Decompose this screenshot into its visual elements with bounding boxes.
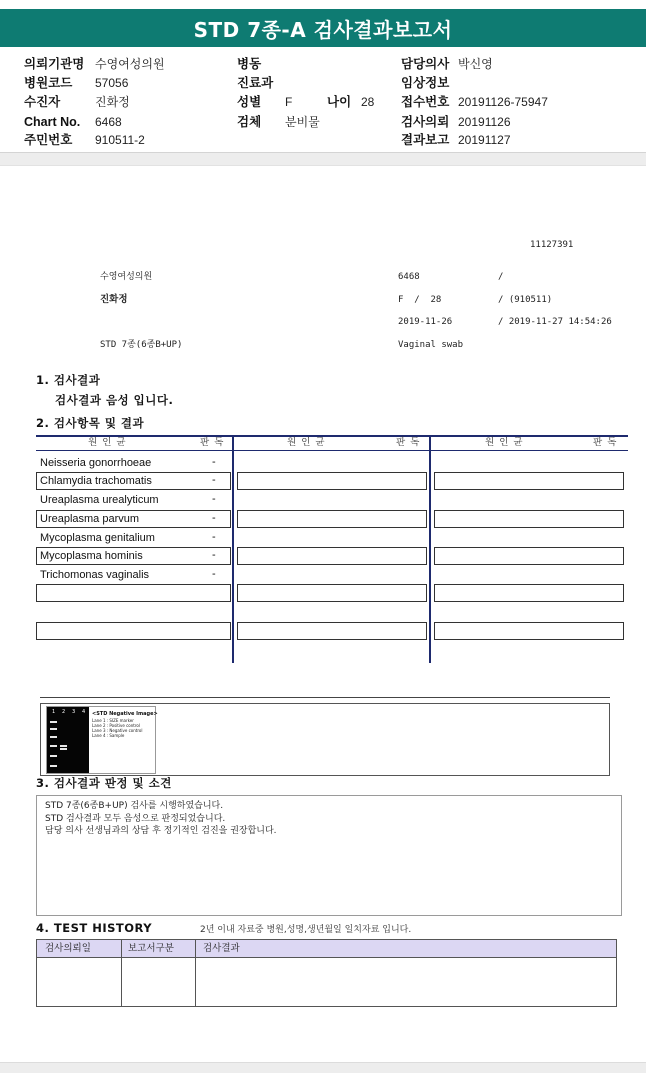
request-date-label: 검사의뢰 <box>401 115 450 129</box>
result-summary: 검사결과 음성 입니다. <box>55 393 174 407</box>
lane-number: 2 <box>62 709 66 715</box>
history-column-rule <box>121 940 122 1006</box>
doctor-label: 담당의사 <box>401 57 450 71</box>
receipt-label: 접수번호 <box>401 95 450 109</box>
organism-name: Chlamydia trachomatis <box>40 475 152 487</box>
section3-heading: 3. 검사결과 판정 및 소견 <box>36 776 172 790</box>
column-header-result: 판 독 <box>396 437 421 448</box>
report-date-value: 20191127 <box>458 133 511 147</box>
empty-row-box <box>237 510 427 528</box>
organism-name: Ureaplasma urealyticum <box>40 494 159 506</box>
empty-row-box <box>36 584 231 602</box>
empty-row-box <box>237 472 427 490</box>
organism-result: - <box>212 493 216 505</box>
gel-band <box>60 745 67 747</box>
report-title-banner <box>0 9 646 47</box>
empty-row-box <box>434 472 624 490</box>
section1-heading: 1. 검사결과 <box>36 373 101 387</box>
age-label: 나이 <box>327 95 352 109</box>
gel-legend-line: Lane 3 : Negative control <box>92 728 143 733</box>
report-title: STD 7종-A 검사결과보고서 <box>193 17 453 42</box>
column-header-organism: 원 인 균 <box>485 437 524 448</box>
column-header-organism: 원 인 균 <box>287 437 326 448</box>
organism-name: Mycoplasma genitalium <box>40 532 155 544</box>
gel-band <box>50 765 57 767</box>
viewer-bottom-edge <box>0 1062 646 1073</box>
organism-result: - <box>212 456 216 468</box>
organism-name: Neisseria gonorrhoeae <box>40 457 152 469</box>
empty-row-box <box>237 622 427 640</box>
gel-band <box>50 728 57 730</box>
request-date-value: 20191126 <box>458 115 511 129</box>
lane-number: 1 <box>52 709 56 715</box>
sex-label: 성별 <box>237 95 262 109</box>
doctor-value: 박신영 <box>458 57 493 71</box>
patient-label: 수진자 <box>24 95 61 109</box>
test-history-table <box>36 939 617 1007</box>
opinion-line: 담당 의사 선생님과의 상담 후 정기적인 검진을 권장합니다. <box>45 826 277 836</box>
doc-specimen: Vaginal swab <box>398 340 464 350</box>
empty-row-box <box>434 510 624 528</box>
table-column-rule <box>232 435 234 663</box>
gel-band <box>50 745 57 747</box>
table-header-rule <box>36 450 628 451</box>
doc-clinic: 수영여성의원 <box>100 272 153 282</box>
rrn-label: 주민번호 <box>24 133 73 147</box>
client-value: 수영여성의원 <box>95 57 165 71</box>
gel-band <box>50 736 57 738</box>
doc-received-date: 2019-11-26 <box>398 317 453 327</box>
empty-row-box <box>434 584 624 602</box>
age-value: 28 <box>361 95 375 109</box>
panel-divider <box>0 152 646 166</box>
history-note: 2년 이내 자료중 병원,성명,생년월일 일치자료 입니다. <box>200 925 412 935</box>
gel-electrophoresis-image <box>46 706 156 774</box>
empty-row-box <box>434 547 624 565</box>
empty-row-box <box>237 584 427 602</box>
hospital-code-label: 병원코드 <box>24 76 73 90</box>
organism-result: - <box>212 531 216 543</box>
history-column-rule <box>195 940 196 1006</box>
history-col-result: 검사결과 <box>203 943 240 954</box>
organism-result: - <box>212 549 216 561</box>
gel-band <box>50 721 57 723</box>
patient-value: 진화정 <box>95 95 130 109</box>
gel-legend <box>92 711 158 738</box>
organism-result: - <box>212 474 216 486</box>
rrn-value: 910511-2 <box>95 133 145 147</box>
organism-name: Ureaplasma parvum <box>40 513 140 525</box>
report-id: 11127391 <box>530 240 574 250</box>
gel-legend-line: Lane 4 : Sample <box>92 733 125 738</box>
organism-result: - <box>212 512 216 524</box>
chart-no-value: 6468 <box>95 115 122 129</box>
doc-chart-slash: / <box>498 272 504 282</box>
gel-title: <STD Negative Image> <box>92 711 158 717</box>
specimen-label: 검체 <box>237 115 262 129</box>
doc-chart-no: 6468 <box>398 272 420 282</box>
table-column-rule <box>429 435 431 663</box>
doc-test-name: STD 7종(6종B+UP) <box>100 340 183 350</box>
report-date-label: 결과보고 <box>401 133 450 147</box>
doc-birth: / (910511) <box>498 295 553 305</box>
gel-lanes <box>47 707 89 773</box>
section4-heading: 4. TEST HISTORY <box>36 921 153 935</box>
receipt-value: 20191126-75947 <box>458 95 548 109</box>
lane-number: 4 <box>82 709 86 715</box>
history-col-request-date: 검사의뢰일 <box>45 943 91 954</box>
organism-name: Trichomonas vaginalis <box>40 569 150 581</box>
lane-number: 3 <box>72 709 76 715</box>
ward-label: 병동 <box>237 57 262 71</box>
column-header-organism: 원 인 균 <box>88 437 127 448</box>
empty-row-box <box>237 547 427 565</box>
doc-reported-datetime: / 2019-11-27 14:54:26 <box>498 317 612 327</box>
client-label: 의뢰기관명 <box>24 57 85 71</box>
organism-name: Mycoplasma hominis <box>40 550 143 562</box>
empty-row-box <box>434 622 624 640</box>
clinical-info-label: 임상정보 <box>401 76 450 90</box>
doc-patient-name: 진화정 <box>100 294 128 305</box>
opinion-line: STD 검사결과 모두 음성으로 판정되었습니다. <box>45 814 226 824</box>
gel-band <box>50 755 57 757</box>
hospital-code-value: 57056 <box>95 76 129 90</box>
gel-section-rule <box>40 697 610 698</box>
history-col-report-type: 보고서구분 <box>128 943 174 954</box>
gel-legend-line: Lane 2 : Positive control <box>92 723 140 728</box>
gel-band <box>60 748 67 750</box>
chart-no-label: Chart No. <box>24 115 81 129</box>
column-header-result: 판 독 <box>200 437 225 448</box>
empty-row-box <box>36 622 231 640</box>
doc-sex-age: F / 28 <box>398 295 442 305</box>
history-header-row <box>37 940 616 958</box>
opinion-line: STD 7종(6종B+UP) 검사를 시행하였습니다. <box>45 801 224 811</box>
sex-value: F <box>285 95 293 109</box>
gel-legend-line: Lane 1 : SIZE marker <box>92 718 134 723</box>
department-label: 진료과 <box>237 76 274 90</box>
section2-heading: 2. 검사항목 및 결과 <box>36 416 145 430</box>
specimen-value: 분비물 <box>285 115 320 129</box>
organism-result: - <box>212 568 216 580</box>
column-header-result: 판 독 <box>593 437 618 448</box>
